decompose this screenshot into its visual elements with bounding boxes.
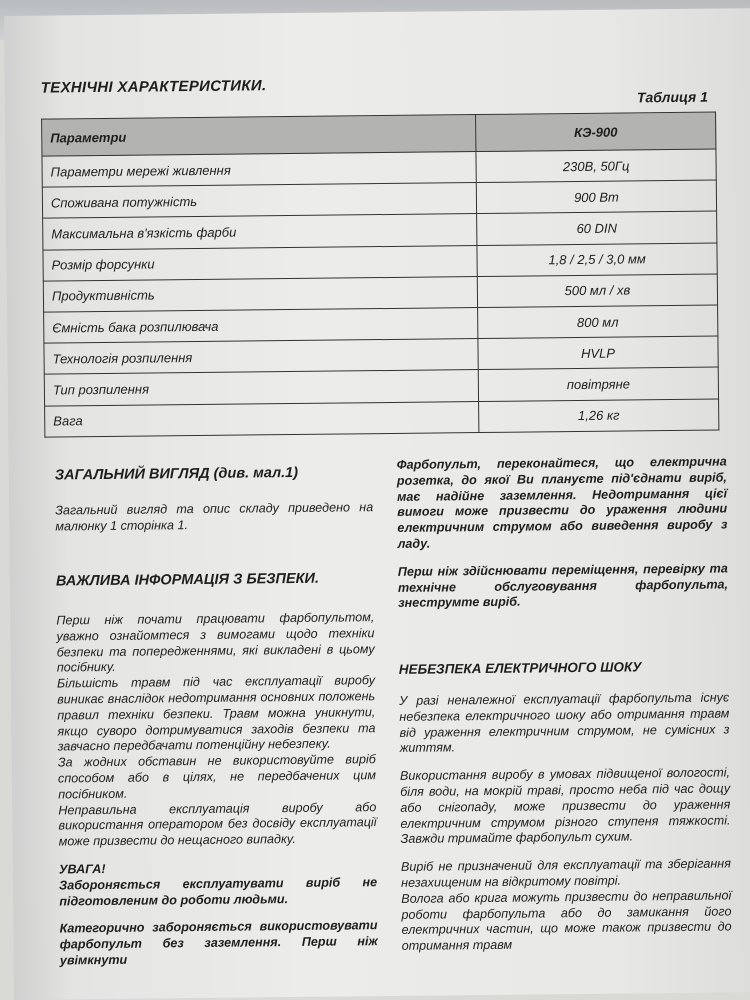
warning-paragraph-1: Забороняється експлуатувати виріб не підготовленим до роботи людьми. <box>59 874 378 909</box>
value-cell: 230В, 50Гц <box>476 149 716 183</box>
safety-heading: ВАЖЛИВА ІНФОРМАЦІЯ З БЕЗПЕКИ. <box>55 570 320 590</box>
value-cell: 1,26 кг <box>479 399 719 433</box>
right-column <box>397 454 729 612</box>
shock-paragraph-2: Використання виробу в умовах підвищеної вологості, біля води, на мокрій траві, просто неба під час дощу або снігопаду, може призвести до ураження електричним струмом різного ступеня тяжкості. Завжди тримайте фарбопульт сухим. <box>399 765 731 847</box>
value-cell: HVLP <box>478 336 718 370</box>
value-cell: 1,8 / 2,5 / 3,0 мм <box>477 243 717 277</box>
table-label: Таблиця 1 <box>636 88 709 106</box>
disconnect-paragraph: Перш ніж здійснювати переміщення, перевірку та технічне обслуговування фарбопульта, знеструмте виріб. <box>397 561 729 611</box>
safety-paragraph-2: Більшість травм під час експлуатації виробу виникає внаслідок недотримання основних положень правил техніки безпеки. Травм можна уникнути, якщо суворо дотримуватися заходів безпеки та завчасно передбачати потенційну небезпеку. <box>56 673 376 754</box>
value-cell: 900 Вт <box>476 180 716 214</box>
shock-paragraph-4: Волога або крига можуть призвести до неправильної роботи фарбопульта або до замикання його електричних частин, що може також призвести до отримання травм <box>401 888 732 954</box>
header-cell-param: Параметри <box>42 115 476 157</box>
grounding-paragraph: Фарбопульт, переконайтеся, що електрична розетка, до якої Ви плануєте під'єднати виріб, має надійне заземлення. Недотримання цієї вимоги може призвести до ураження людини електричним струмом або виведення виробу з ладу. <box>396 454 728 551</box>
warning-paragraph-2: Категорично забороняється використовувати фарбопульт без заземлення. Перш ніж увімкнути <box>59 918 378 968</box>
safety-paragraph-1: Перш ніж почати працювати фарбопультом, уважно ознайомтеся з вимогами щодо техніки безпеки та попередженнями, які викладені в цьому посібнику. <box>56 610 375 675</box>
param-cell: Тип розпилення <box>44 370 478 406</box>
value-cell: 800 мл <box>478 305 718 339</box>
page-title: ТЕХНІЧНІ ХАРАКТЕРИСТИКИ. <box>40 77 267 97</box>
shock-paragraph-3: Виріб не призначений для експлуатації та зберігання незахищеним на відкритому повітрі. <box>400 856 731 890</box>
param-cell: Технологія розпилення <box>44 339 478 375</box>
param-cell: Споживана потужність <box>42 183 476 219</box>
safety-paragraph-3: За жодних обставин не використовуйте виріб способом або в цілях, не передбачених цим посібником. <box>57 752 377 802</box>
general-view-text <box>55 500 373 535</box>
table-row <box>45 399 719 437</box>
general-view-heading: ЗАГАЛЬНИЙ ВИГЛЯД (див. мал.1) <box>54 464 299 484</box>
header-cell-model: КЭ-900 <box>476 112 716 152</box>
general-view-paragraph: Загальний вигляд та опис складу приведено на малюнку 1 сторінка 1. <box>55 500 374 534</box>
param-cell: Параметри мережі живлення <box>42 152 476 188</box>
param-cell: Продуктивність <box>43 276 477 312</box>
spec-table <box>41 112 719 438</box>
param-cell: Вага <box>45 401 479 437</box>
value-cell: 60 DIN <box>477 211 717 245</box>
electric-shock-heading: НЕБЕЗПЕКА ЕЛЕКТРИЧНОГО ШОКУ <box>398 659 642 677</box>
value-cell: 500 мл / хв <box>477 274 717 308</box>
safety-paragraph-4: Неправильна експлуатація виробу або використання оператором без досвіду експлуатації може призвести до нещасного випадку. <box>58 799 377 849</box>
param-cell: Максимальна в'язкість фарби <box>43 214 477 250</box>
manual-page <box>4 8 750 1000</box>
param-cell: Розмір форсунки <box>43 245 477 281</box>
value-cell: повітряне <box>478 367 718 401</box>
param-cell: Ємність бака розпилювача <box>44 307 478 343</box>
warning-title: УВАГА! <box>58 861 106 877</box>
right-column-lower <box>399 690 732 954</box>
safety-text <box>56 610 378 969</box>
shock-paragraph-1: У разі неналежної експлуатації фарбопульта існує небезпека електричного шоку або отримання травм від ураження електричним струмом, не сумісних з життям. <box>399 690 730 756</box>
